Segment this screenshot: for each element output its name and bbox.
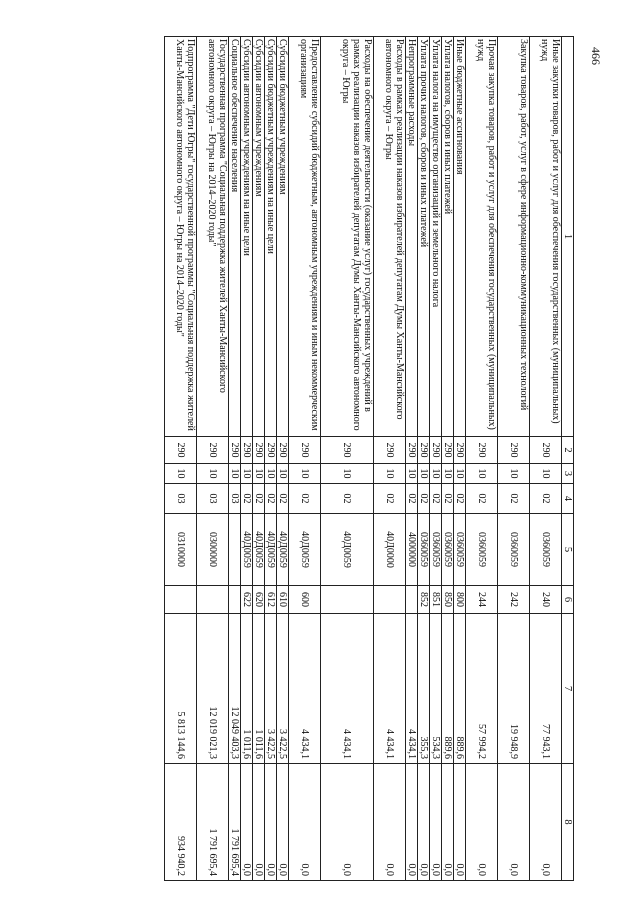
table-row (498, 37, 530, 881)
row-c7-cell: 12 019 021,3 (197, 614, 229, 764)
row-c8-cell: 0,0 (289, 764, 321, 881)
row-c4-cell: 02 (374, 484, 406, 514)
table-row (197, 37, 229, 881)
row-c4-cell: 02 (454, 484, 466, 514)
table-row (374, 37, 406, 881)
row-c2-cell: 290 (498, 437, 530, 464)
header-cell: 4 (562, 484, 574, 514)
row-name-cell: Иные закупки товаров, работ и услуг для обеспечения государственных (муниципальных) нужд (530, 37, 562, 437)
row-c8-cell: 0,0 (253, 764, 265, 881)
row-c8-cell: 0,0 (265, 764, 277, 881)
row-c7-cell: 57 994,2 (466, 614, 498, 764)
row-c2-cell: 290 (430, 437, 442, 464)
row-c3-cell: 10 (374, 464, 406, 484)
row-c3-cell: 10 (165, 464, 197, 484)
row-c4-cell: 02 (442, 484, 454, 514)
row-c6-cell (197, 586, 229, 614)
row-c7-cell: 5 813 144,6 (165, 614, 197, 764)
row-c7-cell: 355,3 (418, 614, 430, 764)
row-c6-cell: 852 (418, 586, 430, 614)
table-row (430, 37, 442, 881)
row-name-cell: Субсидии бюджетным учреждениям на иные цели (265, 37, 277, 437)
header-cell: 8 (562, 764, 574, 881)
row-c4-cell: 02 (498, 484, 530, 514)
row-c2-cell: 290 (454, 437, 466, 464)
header-cell: 1 (562, 37, 574, 437)
rotated-table-container (80, 36, 574, 880)
row-c8-cell: 0,0 (418, 764, 430, 881)
row-c2-cell: 290 (253, 437, 265, 464)
row-name-cell: Иные бюджетные ассигнования (454, 37, 466, 437)
row-c5-cell: 40Д0059 (241, 514, 253, 586)
row-c4-cell: 02 (430, 484, 442, 514)
budget-table (164, 36, 574, 881)
row-c5-cell (229, 514, 241, 586)
table-row (454, 37, 466, 881)
row-c8-cell: 1 791 695,4 (197, 764, 229, 881)
table-row (406, 37, 418, 881)
row-c8-cell: 0,0 (454, 764, 466, 881)
row-c5-cell: 40Д0059 (277, 514, 289, 586)
header-cell: 6 (562, 586, 574, 614)
row-c6-cell: 600 (289, 586, 321, 614)
row-c8-cell: 0,0 (442, 764, 454, 881)
row-c2-cell: 290 (265, 437, 277, 464)
header-cell: 7 (562, 614, 574, 764)
header-cell: 2 (562, 437, 574, 464)
row-name-cell: Подпрограмма "Дети Югры" государственной программы "Социальная поддержка жителей Ханты-Мансийского автономного округа – Югры на 2014–2020 годы" (165, 37, 197, 437)
row-c5-cell: 40Д0059 (321, 514, 374, 586)
row-c3-cell: 10 (277, 464, 289, 484)
row-c5-cell: 0360059 (418, 514, 430, 586)
row-c8-cell: 0,0 (277, 764, 289, 881)
row-c8-cell: 934 940,2 (165, 764, 197, 881)
row-c3-cell: 10 (197, 464, 229, 484)
row-c8-cell: 0,0 (406, 764, 418, 881)
table-row (229, 37, 241, 881)
row-c6-cell (406, 586, 418, 614)
row-c5-cell: 4000000 (406, 514, 418, 586)
row-c4-cell: 02 (277, 484, 289, 514)
table-row (241, 37, 253, 881)
row-c6-cell: 850 (442, 586, 454, 614)
row-c7-cell: 889,6 (442, 614, 454, 764)
row-name-cell: Предоставление субсидий бюджетным, автономным учреждениям и иным некоммерческим организациям (289, 37, 321, 437)
row-c5-cell: 40Д0000 (374, 514, 406, 586)
header-cell: 3 (562, 464, 574, 484)
row-c7-cell: 4 434,1 (321, 614, 374, 764)
row-c6-cell: 622 (241, 586, 253, 614)
row-c7-cell: 889,6 (454, 614, 466, 764)
table-row (466, 37, 498, 881)
row-c5-cell: 40Д0059 (265, 514, 277, 586)
row-c3-cell: 10 (466, 464, 498, 484)
row-c6-cell (165, 586, 197, 614)
row-c2-cell: 290 (229, 437, 241, 464)
row-c3-cell: 10 (265, 464, 277, 484)
row-c7-cell: 534,3 (430, 614, 442, 764)
row-c4-cell: 02 (321, 484, 374, 514)
row-c8-cell: 0,0 (530, 764, 562, 881)
table-row (321, 37, 374, 881)
row-c3-cell: 10 (418, 464, 430, 484)
row-c5-cell: 40Д0059 (289, 514, 321, 586)
row-c7-cell: 19 948,9 (498, 614, 530, 764)
header-cell: 5 (562, 514, 574, 586)
row-c3-cell: 10 (430, 464, 442, 484)
row-c3-cell: 10 (253, 464, 265, 484)
row-c2-cell: 290 (466, 437, 498, 464)
row-c2-cell: 290 (277, 437, 289, 464)
row-name-cell: Прочая закупка товаров, работ и услуг для обеспечения государственных (муниципальных) нужд (466, 37, 498, 437)
row-c6-cell: 610 (277, 586, 289, 614)
row-c5-cell: 0300000 (197, 514, 229, 586)
row-c7-cell: 4 434,1 (406, 614, 418, 764)
row-name-cell: Государственная программа "Социальная поддержка жителей Ханты-Мансийского автономного округа – Югры на 2014–2020 годы" (197, 37, 229, 437)
row-name-cell: Уплата налогов, сборов и иных платежей (442, 37, 454, 437)
table-row (165, 37, 197, 881)
row-c4-cell: 02 (265, 484, 277, 514)
row-c5-cell: 0360059 (530, 514, 562, 586)
row-c5-cell: 0310000 (165, 514, 197, 586)
row-name-cell: Субсидии автономным учреждениям на иные цели (241, 37, 253, 437)
row-c4-cell: 03 (165, 484, 197, 514)
row-c4-cell: 03 (197, 484, 229, 514)
row-c2-cell: 290 (530, 437, 562, 464)
table-row (442, 37, 454, 881)
page-number: 466 (589, 47, 603, 65)
table-row (289, 37, 321, 881)
row-c6-cell: 620 (253, 586, 265, 614)
row-name-cell: Уплата налога на имущество организаций и земельного налога (430, 37, 442, 437)
row-c4-cell: 02 (530, 484, 562, 514)
row-name-cell: Субсидии автономным учреждениям (253, 37, 265, 437)
row-c8-cell: 0,0 (466, 764, 498, 881)
row-c2-cell: 290 (406, 437, 418, 464)
row-c2-cell: 290 (289, 437, 321, 464)
row-c6-cell: 242 (498, 586, 530, 614)
row-c3-cell: 10 (442, 464, 454, 484)
row-c7-cell: 77 943,1 (530, 614, 562, 764)
row-c3-cell: 10 (289, 464, 321, 484)
row-c4-cell: 02 (406, 484, 418, 514)
row-c6-cell: 800 (454, 586, 466, 614)
row-c4-cell: 02 (418, 484, 430, 514)
row-c7-cell: 3 422,5 (265, 614, 277, 764)
row-c7-cell: 3 422,5 (277, 614, 289, 764)
row-c5-cell: 0360059 (498, 514, 530, 586)
table-row (418, 37, 430, 881)
row-c6-cell (229, 586, 241, 614)
table-row (530, 37, 562, 881)
row-name-cell: Уплата прочих налогов, сборов и иных платежей (418, 37, 430, 437)
row-c3-cell: 10 (406, 464, 418, 484)
row-c6-cell: 240 (530, 586, 562, 614)
row-c7-cell: 12 049 403,3 (229, 614, 241, 764)
row-c3-cell: 10 (530, 464, 562, 484)
row-c2-cell: 290 (418, 437, 430, 464)
row-c2-cell: 290 (241, 437, 253, 464)
row-c7-cell: 1 011,6 (241, 614, 253, 764)
header-row (562, 37, 574, 881)
row-name-cell: Субсидии бюджетным учреждениям (277, 37, 289, 437)
row-c8-cell: 0,0 (321, 764, 374, 881)
row-c6-cell (374, 586, 406, 614)
row-c2-cell: 290 (374, 437, 406, 464)
row-c3-cell: 10 (454, 464, 466, 484)
row-c2-cell: 290 (165, 437, 197, 464)
row-c5-cell: 0360059 (454, 514, 466, 586)
row-c5-cell: 0360059 (466, 514, 498, 586)
row-c5-cell: 40Д0059 (253, 514, 265, 586)
row-c5-cell: 0360059 (442, 514, 454, 586)
row-c2-cell: 290 (197, 437, 229, 464)
row-c4-cell: 02 (241, 484, 253, 514)
row-c8-cell: 1 791 695,4 (229, 764, 241, 881)
row-c4-cell: 03 (229, 484, 241, 514)
row-name-cell: Расходы на обеспечение деятельности (оказание услуг) государственных учреждений в рамках реализации наказов избирателей депутатам Думы Ханты-Мансийского автономного округа – Югры (321, 37, 374, 437)
row-c3-cell: 10 (229, 464, 241, 484)
row-c8-cell: 0,0 (430, 764, 442, 881)
row-c3-cell: 10 (241, 464, 253, 484)
row-c4-cell: 02 (466, 484, 498, 514)
row-c3-cell: 10 (321, 464, 374, 484)
row-c6-cell: 612 (265, 586, 277, 614)
row-c2-cell: 290 (442, 437, 454, 464)
row-c6-cell (321, 586, 374, 614)
table-row (277, 37, 289, 881)
row-c6-cell: 244 (466, 586, 498, 614)
table-row (253, 37, 265, 881)
row-c4-cell: 02 (253, 484, 265, 514)
row-c8-cell: 0,0 (374, 764, 406, 881)
row-c2-cell: 290 (321, 437, 374, 464)
row-c7-cell: 4 434,1 (289, 614, 321, 764)
table-row (265, 37, 277, 881)
row-c7-cell: 1 011,6 (253, 614, 265, 764)
row-c6-cell: 851 (430, 586, 442, 614)
row-c4-cell: 02 (289, 484, 321, 514)
row-name-cell: Непрограммные расходы (406, 37, 418, 437)
row-name-cell: Расходы в рамках реализации наказов избирателей депутатам Думы Ханты-Мансийского автономного округа – Югры (374, 37, 406, 437)
row-name-cell: Закупка товаров, работ, услуг в сфере информационно-коммуникационных технологий (498, 37, 530, 437)
row-c7-cell: 4 434,1 (374, 614, 406, 764)
row-c3-cell: 10 (498, 464, 530, 484)
row-c8-cell: 0,0 (498, 764, 530, 881)
row-c5-cell: 0360059 (430, 514, 442, 586)
row-c8-cell: 0,0 (241, 764, 253, 881)
row-name-cell: Социальное обеспечение населения (229, 37, 241, 437)
